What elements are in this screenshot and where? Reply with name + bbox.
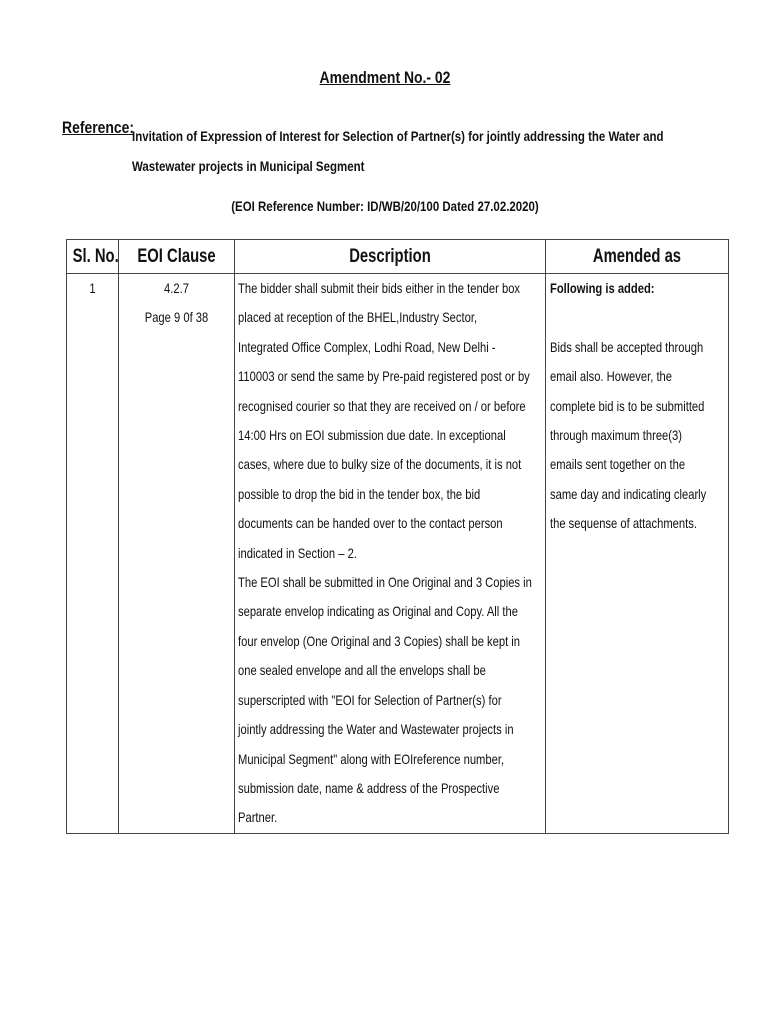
header-description: Description [235,240,546,274]
description-line: cases, where due to bulky size of the documents, it is not [238,456,522,473]
description-line: Municipal Segment" along with EOIreference number, [238,750,505,767]
header-amended-as: Amended as [546,240,729,274]
amended-line: through maximum three(3) [550,427,682,444]
eoi-reference-number: (EOI Reference Number: ID/WB/20/100 Dated 27.02.2020) [231,198,539,214]
reference-line: Invitation of Expression of Interest for Selection of Partner(s) for jointly addressing the Water and [132,128,664,144]
description-line: placed at reception of the BHEL,Industry Sector, [238,309,478,326]
amendment-table [66,239,729,834]
description-line: one sealed envelope and all the envelops shall be [238,662,486,679]
description-line: 14:00 Hrs on EOI submission due date. In exceptional [238,427,506,444]
reference-label: Reference: [62,118,135,137]
page-title: Amendment No.- 02 [319,68,451,87]
reference-text [132,121,664,181]
description-line: The bidder shall submit their bids either in the tender box [238,280,521,296]
description-line: 110003 or send the same by Pre-paid registered post or by [238,368,530,385]
description-line: Partner. [238,809,278,826]
sl-no-value: 1 [89,280,96,296]
header-sl-no: Sl. No. [67,240,119,274]
cell-eoi-clause [119,274,235,834]
description-text [238,274,542,833]
description-line: submission date, name & address of the Prospective [238,779,500,796]
amended-line: emails sent together on the [550,456,686,473]
description-line: recognised courier so that they are received on / or before [238,397,526,414]
description-line: Integrated Office Complex, Lodhi Road, New Delhi - [238,338,496,355]
cell-amended-as [546,274,729,834]
description-line: possible to drop the bid in the tender box, the bid [238,485,481,502]
amended-line: complete bid is to be submitted [550,397,705,414]
cell-description [235,274,546,834]
description-line: jointly addressing the Water and Wastewater projects in [238,721,514,738]
description-line: The EOI shall be submitted in One Original and 3 Copies in [238,574,532,591]
cell-sl-no [67,274,119,834]
amended-heading: Following is added: [550,280,655,296]
table-header-row [67,240,729,274]
description-line: superscripted with "EOI for Selection of Partner(s) for [238,691,502,708]
description-line: indicated in Section – 2. [238,544,357,561]
description-line: four envelop (One Original and 3 Copies) shall be kept in [238,632,521,649]
description-line: separate envelop indicating as Original and Copy. All the [238,603,518,620]
amended-line: Bids shall be accepted through [550,338,704,355]
clause-number: 4.2.7 [164,280,189,296]
clause-page: Page 9 0f 38 [144,309,209,326]
description-line: documents can be handed over to the contact person [238,515,503,532]
amended-line: the sequense of attachments. [550,515,697,532]
header-eoi-clause: EOI Clause [119,240,235,274]
reference-line: Wastewater projects in Municipal Segment [132,158,365,174]
table-row [67,274,729,834]
amended-line: same day and indicating clearly [550,485,707,502]
amended-line: email also. However, the [550,368,673,385]
amended-text [550,274,724,539]
